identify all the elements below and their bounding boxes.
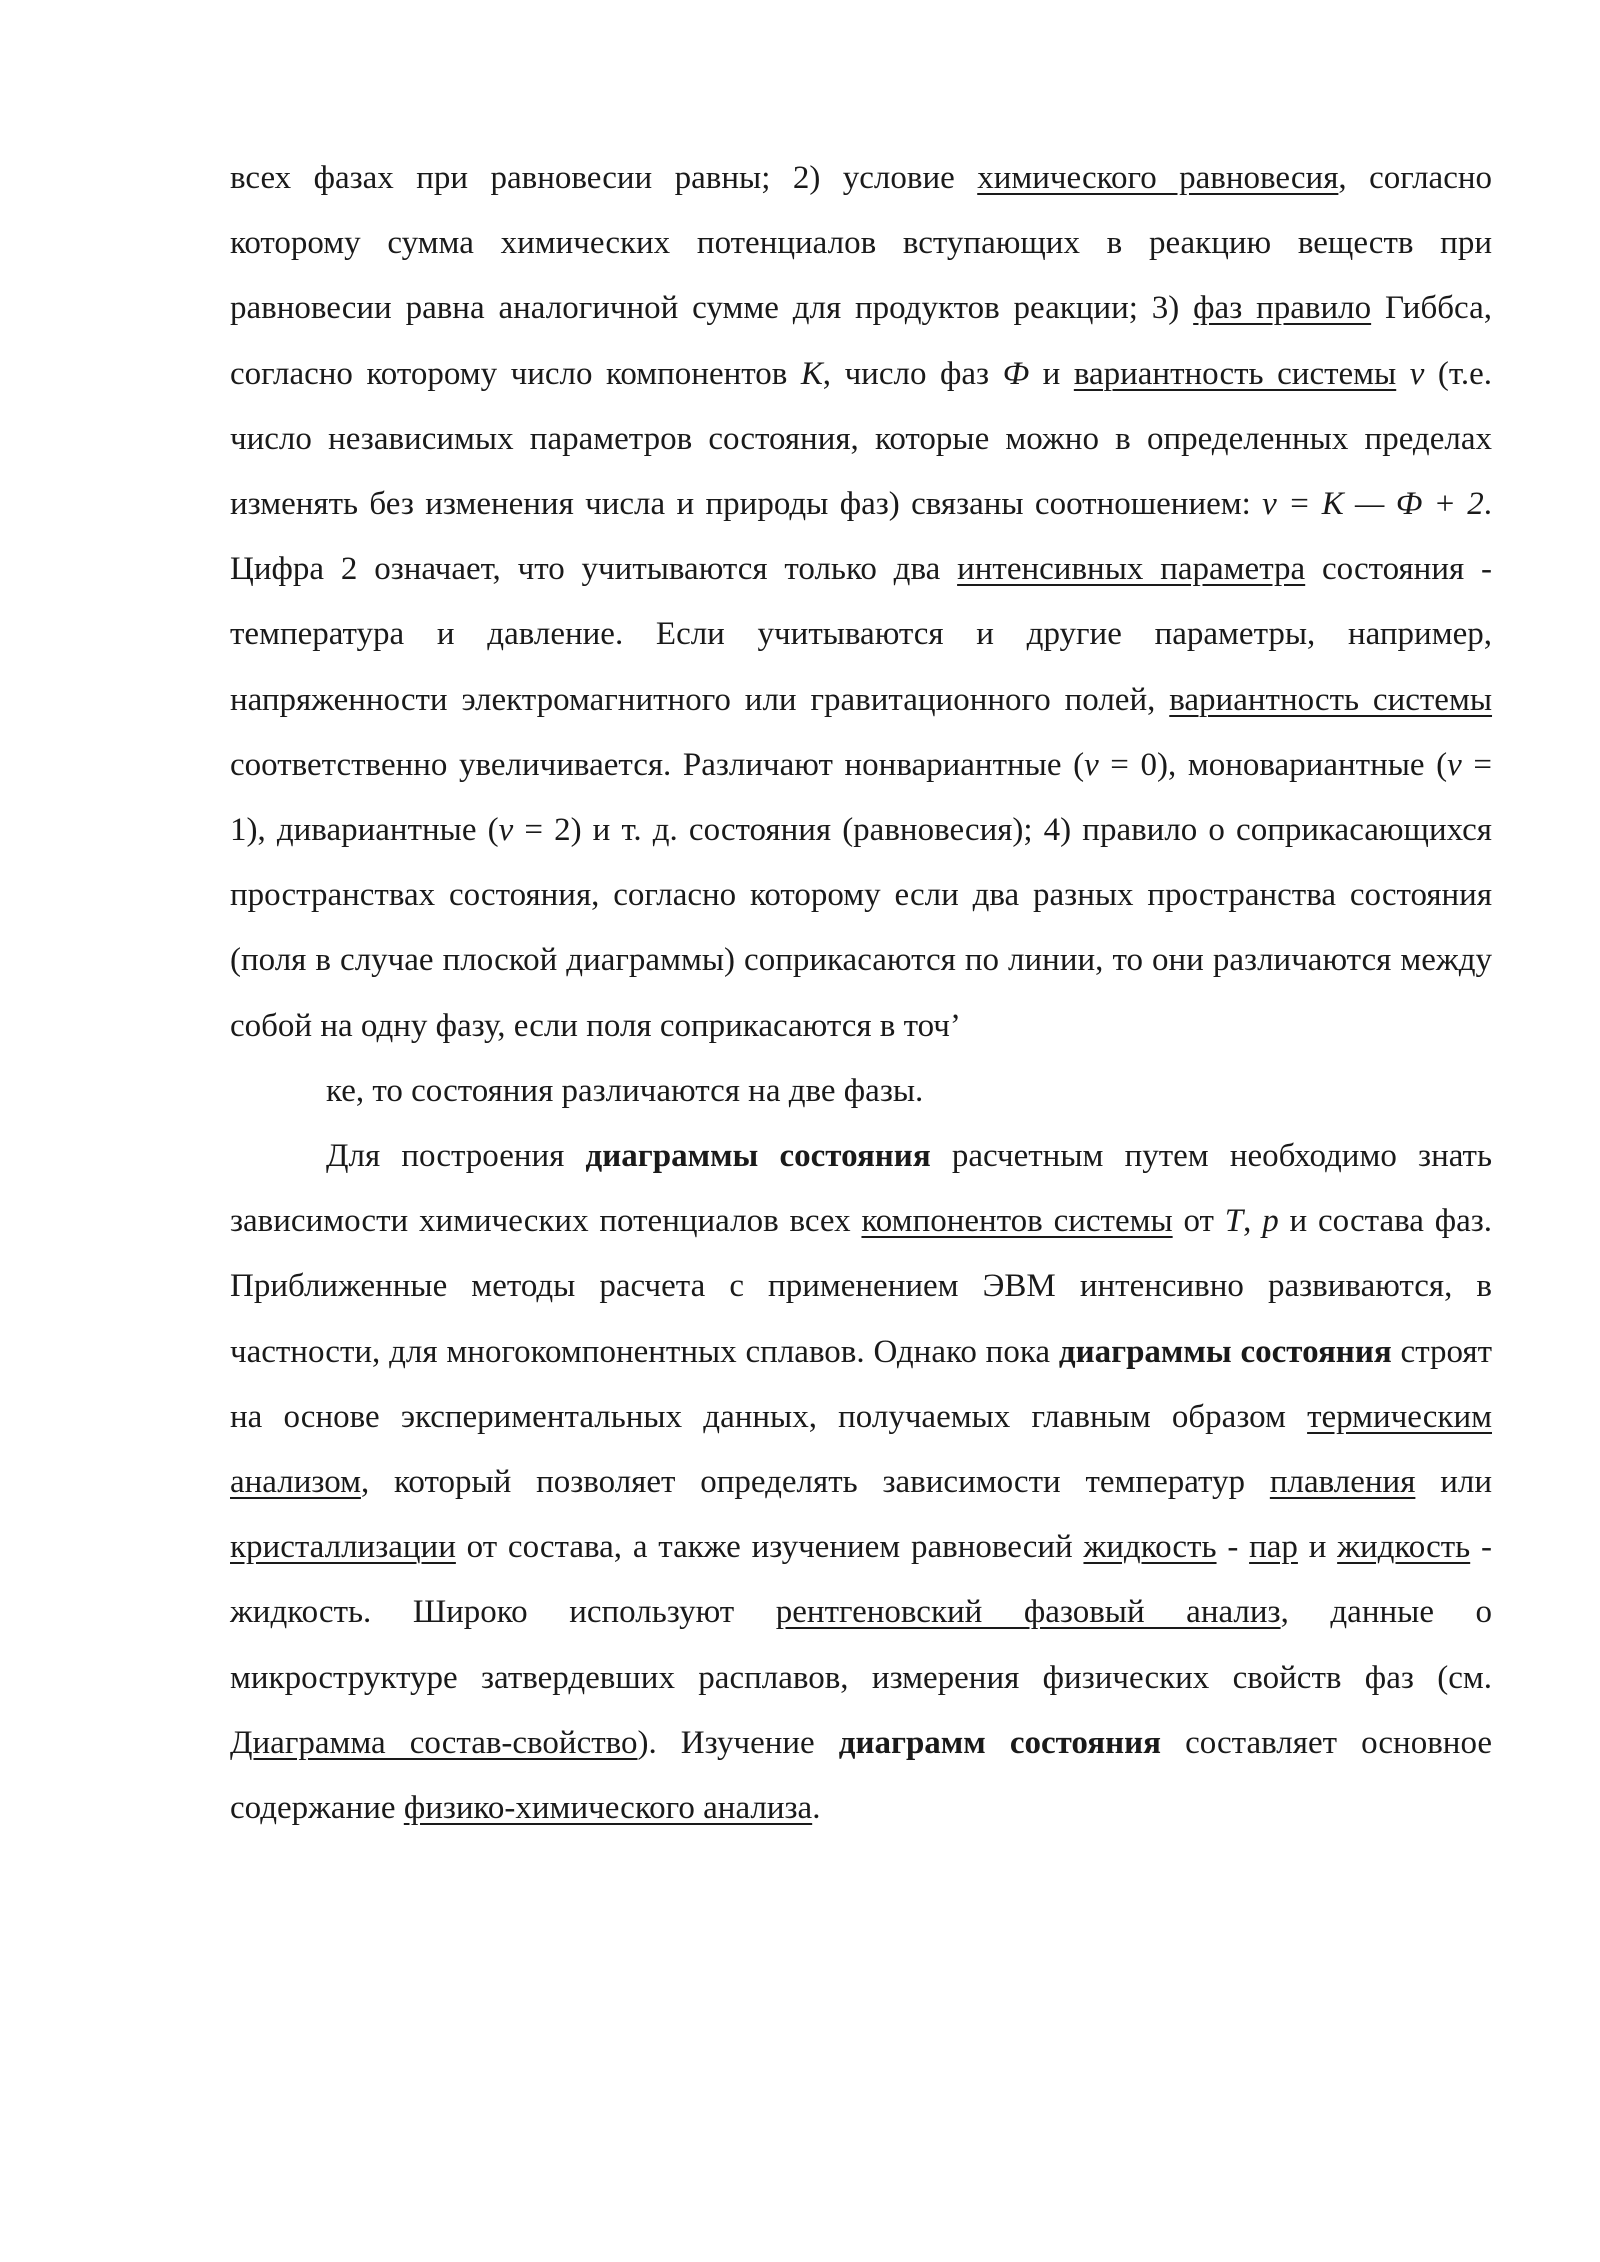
link-physicochemical-analysis[interactable]: физико-химического анализа bbox=[403, 1790, 813, 1827]
link-thermal-analysis[interactable]: термическим анализом bbox=[230, 1398, 1492, 1501]
link-xray-phase-analysis[interactable]: рентгеновский фазовый анализ bbox=[775, 1594, 1281, 1631]
text: = 0), моновариантные ( bbox=[1098, 746, 1448, 783]
text: ). Изучение bbox=[637, 1724, 839, 1761]
text: и bbox=[1029, 355, 1074, 392]
text: = 2) и т. д. состояния (равновесия); 4) правило о соприкасающихся пространствах состояния, согласно которому если два разных пространства состояния (поля в случае плоской диаграммы) соприкасаются по линии, то они различаются между собой на одну фазу, если поля соприкасаются в точ’ bbox=[230, 812, 1492, 1044]
paragraph-2 bbox=[230, 1059, 1492, 1124]
text: , согласно которому сумма химических потенциалов вступающих в реакцию веществ при равновесии равна аналогичной сумме для продуктов реакции; 3) bbox=[230, 160, 1493, 327]
bold-term: диаграммы состояния bbox=[1058, 1333, 1392, 1370]
text: и состава фаз. Приближенные методы расчета с применением ЭВМ интенсивно развиваются, в частности, для многокомпонентных сплавов. Однако пока bbox=[230, 1203, 1493, 1370]
link-system-components[interactable]: компонентов системы bbox=[861, 1203, 1173, 1240]
text: всех фазах при равновесии равны; 2) условие bbox=[230, 160, 978, 196]
text: - жидкость. Широко используют bbox=[230, 1529, 1492, 1631]
text: Для построения bbox=[326, 1138, 586, 1175]
text: состояния - температура и давление. Если учитываются и другие параметры, например, напряженности электромагнитного или гравитационного полей, bbox=[230, 551, 1493, 718]
text: ке, то состояния различаются на две фазы. bbox=[326, 1072, 924, 1109]
text: расчетным путем необходимо знать зависимости химических потенциалов всех bbox=[230, 1138, 1492, 1240]
link-liquid-2[interactable]: жидкость bbox=[1337, 1529, 1471, 1566]
link-liquid[interactable]: жидкость bbox=[1083, 1529, 1217, 1566]
bold-term: диаграмм состояния bbox=[838, 1724, 1161, 1761]
variable-v: v bbox=[1084, 746, 1099, 783]
text: соответственно увеличивается. Различают нонвариантные ( bbox=[230, 746, 1085, 783]
link-system-variance-2[interactable]: вариантность системы bbox=[1169, 681, 1493, 718]
text: и bbox=[1297, 1529, 1338, 1566]
paragraph-1 bbox=[230, 146, 1492, 1059]
text: (т.е. число независимых параметров состояния, которые можно в определенных пределах изменять без изменения числа и природы фаз) связаны соотношением: bbox=[230, 355, 1493, 523]
variable-t: Т bbox=[1224, 1203, 1244, 1240]
link-vapor[interactable]: пар bbox=[1249, 1529, 1298, 1566]
variable-phi: Ф bbox=[1002, 355, 1030, 392]
variable-v: v bbox=[1447, 746, 1462, 783]
text: , число фаз bbox=[822, 355, 1003, 392]
text: . Цифра 2 означает, что учитываются только два bbox=[230, 486, 1492, 588]
link-intensive-parameter[interactable]: интенсивных параметра bbox=[957, 551, 1306, 588]
link-phase-rule[interactable]: фаз правило bbox=[1193, 290, 1372, 327]
text: , который позволяет определять зависимости температур bbox=[360, 1464, 1270, 1501]
formula: v = К — Ф + 2 bbox=[1262, 486, 1484, 523]
link-crystallization[interactable]: кристаллизации bbox=[230, 1529, 456, 1566]
text: Гиббса, согласно которому число компонентов bbox=[230, 290, 1492, 392]
text: = 1), дивариантные ( bbox=[230, 746, 1492, 849]
text: от bbox=[1172, 1203, 1225, 1240]
text: . bbox=[812, 1790, 821, 1827]
paragraph-3 bbox=[230, 1124, 1492, 1841]
link-composition-property-diagram[interactable]: Диаграмма состав-свойство bbox=[230, 1724, 638, 1761]
link-system-variance[interactable]: вариантность системы bbox=[1073, 355, 1397, 392]
text: или bbox=[1415, 1464, 1492, 1501]
text: от состава, а также изучением равновесий bbox=[455, 1529, 1084, 1566]
link-chemical-equilibrium[interactable]: химического равновесия bbox=[977, 160, 1339, 196]
text: - bbox=[1216, 1529, 1250, 1566]
text: составляет основное содержание bbox=[230, 1724, 1492, 1827]
bold-term: диаграммы состояния bbox=[585, 1138, 931, 1175]
variable-k: К bbox=[800, 355, 823, 392]
text bbox=[1396, 356, 1410, 392]
link-melting[interactable]: плавления bbox=[1269, 1464, 1416, 1501]
text: , bbox=[1243, 1203, 1263, 1240]
variable-v: v bbox=[1409, 355, 1425, 392]
document-page bbox=[230, 146, 1492, 1841]
variable-v: v bbox=[498, 812, 514, 849]
text: строят на основе экспериментальных данных, получаемых главным образом bbox=[230, 1333, 1492, 1435]
text: , данные о микроструктуре затвердевших расплавов, измерения физических свойств фаз (см. bbox=[230, 1594, 1493, 1696]
variable-p: р bbox=[1262, 1203, 1279, 1240]
